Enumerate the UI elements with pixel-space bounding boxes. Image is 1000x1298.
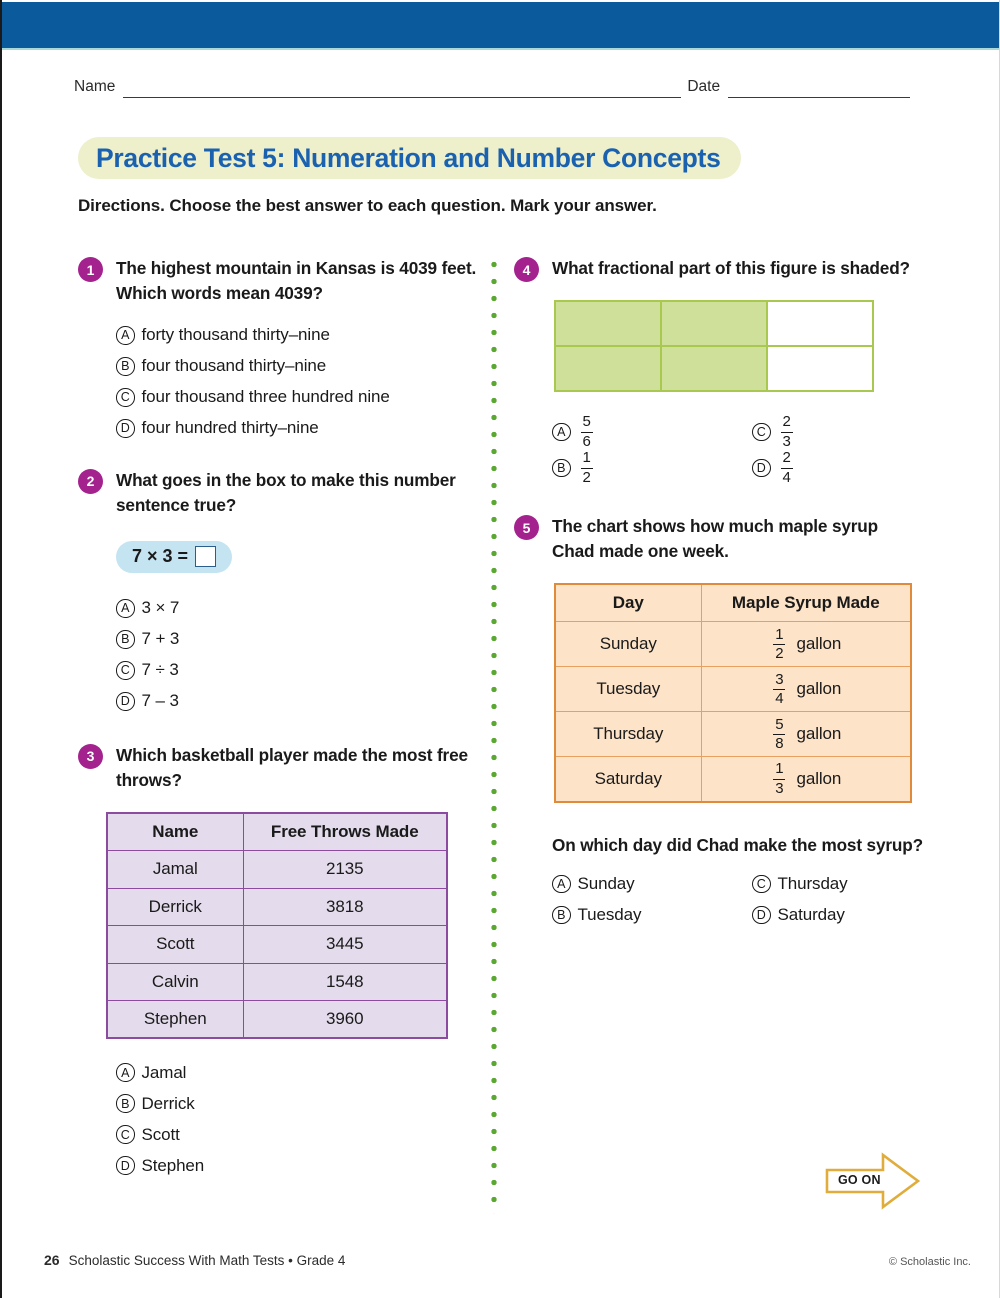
bubble-1b[interactable]: B	[116, 357, 135, 376]
choice-5a-label: Sunday	[577, 873, 635, 893]
cell-day: Tuesday	[555, 667, 701, 712]
cell-free-throws: 3960	[243, 1001, 447, 1039]
choice-5b-label: Tuesday	[577, 904, 642, 924]
question-5	[514, 514, 924, 930]
cell-day: Thursday	[555, 712, 701, 757]
date-label: Date	[687, 78, 721, 95]
choice-3c-label: Scott	[141, 1124, 180, 1144]
question-3-number: 3	[78, 744, 103, 769]
question-1-number: 1	[78, 257, 103, 282]
question-3-prompt: Which basketball player made the most free throws?	[116, 744, 468, 791]
fraction-denominator: 8	[775, 734, 784, 752]
fraction-denominator: 6	[582, 432, 591, 450]
choice-1d[interactable]	[116, 413, 478, 444]
date-input-line[interactable]	[728, 82, 910, 98]
question-4-header	[514, 256, 924, 282]
bubble-1c[interactable]: C	[116, 388, 135, 407]
cell-amount	[701, 757, 911, 802]
question-1-choices	[116, 320, 478, 444]
table-row	[555, 667, 911, 712]
bubble-5b[interactable]: B	[552, 906, 571, 925]
amount-unit: gallon	[796, 679, 842, 699]
page-footer	[44, 1252, 971, 1268]
column-divider	[491, 256, 497, 1214]
table-row	[107, 926, 447, 964]
copyright-notice: © Scholastic Inc.	[888, 1256, 971, 1268]
cell-day: Saturday	[555, 757, 701, 802]
choice-5c-label: Thursday	[777, 873, 848, 893]
maple-syrup-table	[554, 583, 912, 803]
choice-3a[interactable]	[116, 1057, 478, 1088]
choice-3b[interactable]	[116, 1088, 478, 1119]
go-on-label: GO ON	[838, 1173, 881, 1187]
fraction-denominator: 2	[582, 468, 591, 486]
bubble-1a[interactable]: A	[116, 326, 135, 345]
directions-text: Directions. Choose the best answer to each question. Mark your answer.	[78, 196, 657, 215]
figure-cell-shaded	[555, 301, 661, 346]
amount-fraction	[773, 717, 785, 752]
choice-2a-label: 3 × 7	[141, 598, 180, 618]
figure-cell-shaded	[555, 346, 661, 391]
table-row	[107, 851, 447, 889]
page-title: Practice Test 5: Numeration and Number Concepts	[96, 142, 721, 173]
choice-2a[interactable]	[116, 593, 478, 624]
choice-1c-label: four thousand three hundred nine	[141, 387, 390, 407]
question-5-sub-prompt: On which day did Chad make the most syrup?	[552, 834, 923, 855]
cell-amount	[701, 712, 911, 757]
bubble-3d[interactable]: D	[116, 1156, 135, 1175]
number-sentence-text: 7 × 3 =	[132, 546, 189, 567]
question-5-prompt: The chart shows how much maple syrup Chad made one week.	[552, 516, 879, 562]
col-header-name: Name	[107, 813, 243, 851]
table-row	[555, 757, 911, 802]
amount-unit: gallon	[796, 724, 842, 744]
bubble-2b[interactable]: B	[116, 630, 135, 649]
question-1-header	[78, 256, 478, 307]
empty-answer-box[interactable]	[195, 546, 216, 567]
choice-4d[interactable]	[752, 450, 952, 486]
question-3	[78, 743, 478, 1181]
bubble-2d[interactable]: D	[116, 692, 135, 711]
right-column	[514, 256, 924, 930]
cell-player-name: Jamal	[107, 851, 243, 889]
fraction-numerator: 2	[782, 449, 791, 467]
bubble-1d[interactable]: D	[116, 419, 135, 438]
cell-player-name: Calvin	[107, 963, 243, 1001]
bubble-2a[interactable]: A	[116, 599, 135, 618]
cell-free-throws: 2135	[243, 851, 447, 889]
question-1-prompt: The highest mountain in Kansas is 4039 feet. Which words mean 4039?	[116, 258, 477, 304]
amount-fraction	[773, 761, 785, 796]
choice-3c[interactable]	[116, 1119, 478, 1150]
cell-day: Sunday	[555, 622, 701, 667]
question-4-prompt: What fractional part of this figure is shaded?	[552, 258, 910, 278]
fraction-numerator: 3	[775, 670, 784, 688]
choice-4a[interactable]	[552, 414, 752, 450]
cell-amount	[701, 622, 911, 667]
choice-5d-label: Saturday	[777, 904, 845, 924]
cell-free-throws: 3818	[243, 888, 447, 926]
bubble-4c[interactable]: C	[752, 423, 771, 442]
choice-3a-label: Jamal	[141, 1062, 187, 1082]
question-5-choices	[552, 868, 924, 930]
table-row	[107, 963, 447, 1001]
question-4	[514, 256, 924, 486]
question-5-header	[514, 514, 924, 565]
fraction-denominator: 2	[775, 644, 784, 662]
amount-fraction	[773, 627, 785, 662]
top-band-underline	[2, 48, 999, 50]
choice-2d[interactable]	[116, 686, 478, 717]
cell-free-throws: 1548	[243, 963, 447, 1001]
question-2-choices	[116, 593, 478, 717]
choice-1a[interactable]	[116, 320, 478, 351]
cell-amount	[701, 667, 911, 712]
bubble-5c[interactable]: C	[752, 875, 771, 894]
col-header-free-throws: Free Throws Made	[243, 813, 447, 851]
choice-2c[interactable]	[116, 655, 478, 686]
table-header-row	[107, 813, 447, 851]
question-2	[78, 468, 478, 717]
choice-2d-label: 7 – 3	[141, 691, 179, 711]
fraction-denominator: 4	[775, 689, 784, 707]
figure-cell-unshaded	[767, 346, 873, 391]
figure-cell-shaded	[661, 301, 767, 346]
question-3-choices	[116, 1057, 478, 1181]
fraction-numerator: 1	[775, 625, 784, 643]
name-date-row	[74, 78, 922, 98]
choice-3d[interactable]	[116, 1150, 478, 1181]
page-title-pill	[78, 137, 741, 179]
number-sentence-pill	[116, 541, 232, 573]
cell-free-throws: 3445	[243, 926, 447, 964]
choice-1b-label: four thousand thirty–nine	[141, 356, 327, 376]
bubble-4a[interactable]: A	[552, 423, 571, 442]
choice-4b[interactable]	[552, 450, 752, 486]
choice-5b[interactable]	[552, 899, 752, 930]
choice-5d[interactable]	[752, 899, 952, 930]
fraction-figure	[554, 300, 874, 392]
table-row	[555, 712, 911, 757]
book-title: Scholastic Success With Math Tests • Grade 4	[68, 1253, 346, 1268]
bubble-2c[interactable]: C	[116, 661, 135, 680]
table-row	[555, 622, 911, 667]
fraction-numerator: 1	[775, 760, 784, 778]
table-row	[107, 1001, 447, 1039]
choice-4a-fraction	[581, 414, 593, 449]
question-3-header	[78, 743, 478, 794]
choice-1a-label: forty thousand thirty–nine	[141, 325, 330, 345]
col-header-day: Day	[555, 584, 701, 622]
bubble-3c[interactable]: C	[116, 1125, 135, 1144]
choice-4b-fraction	[581, 450, 593, 485]
choice-4d-fraction	[781, 450, 793, 485]
choice-3b-label: Derrick	[141, 1093, 195, 1113]
choice-2b[interactable]	[116, 624, 478, 655]
choice-2c-label: 7 ÷ 3	[141, 660, 179, 680]
choice-4c-fraction	[781, 414, 793, 449]
choice-1b[interactable]	[116, 351, 478, 382]
col-header-syrup: Maple Syrup Made	[701, 584, 911, 622]
cell-player-name: Stephen	[107, 1001, 243, 1039]
go-on-indicator	[825, 1152, 921, 1210]
choice-5c[interactable]	[752, 868, 952, 899]
amount-fraction	[773, 672, 785, 707]
table-header-row	[555, 584, 911, 622]
bubble-4b[interactable]: B	[552, 459, 571, 478]
page-number: 26	[44, 1252, 60, 1268]
choice-5a[interactable]	[552, 868, 752, 899]
question-4-number: 4	[514, 257, 539, 282]
question-2-header	[78, 468, 478, 519]
bubble-3b[interactable]: B	[116, 1094, 135, 1113]
choice-1d-label: four hundred thirty–nine	[141, 418, 319, 438]
fraction-numerator: 5	[775, 715, 784, 733]
question-5-number: 5	[514, 515, 539, 540]
choice-4c[interactable]	[752, 414, 952, 450]
free-throws-table	[106, 812, 448, 1040]
fraction-denominator: 4	[782, 468, 791, 486]
left-column	[78, 256, 478, 1181]
figure-cell-shaded	[661, 346, 767, 391]
choice-2b-label: 7 + 3	[141, 629, 180, 649]
question-2-prompt: What goes in the box to make this number sentence true?	[116, 469, 456, 516]
bubble-5a[interactable]: A	[552, 875, 571, 894]
figure-cell-unshaded	[767, 301, 873, 346]
top-color-band	[2, 2, 999, 48]
question-4-choices	[552, 414, 924, 486]
bubble-3a[interactable]: A	[116, 1063, 135, 1082]
cell-player-name: Scott	[107, 926, 243, 964]
fraction-denominator: 3	[775, 779, 784, 797]
cell-player-name: Derrick	[107, 888, 243, 926]
question-1	[78, 256, 478, 444]
question-2-number: 2	[78, 469, 103, 494]
bubble-4d[interactable]: D	[752, 459, 771, 478]
fraction-figure-wrap	[554, 300, 924, 392]
name-input-line[interactable]	[123, 82, 681, 98]
table-row	[107, 888, 447, 926]
choice-1c[interactable]	[116, 382, 478, 413]
fraction-numerator: 2	[782, 413, 791, 431]
fraction-numerator: 1	[582, 449, 591, 467]
amount-unit: gallon	[796, 769, 842, 789]
fraction-numerator: 5	[582, 413, 591, 431]
fraction-denominator: 3	[782, 432, 791, 450]
bubble-5d[interactable]: D	[752, 906, 771, 925]
name-label: Name	[74, 78, 116, 95]
amount-unit: gallon	[796, 634, 842, 654]
choice-3d-label: Stephen	[141, 1155, 205, 1175]
